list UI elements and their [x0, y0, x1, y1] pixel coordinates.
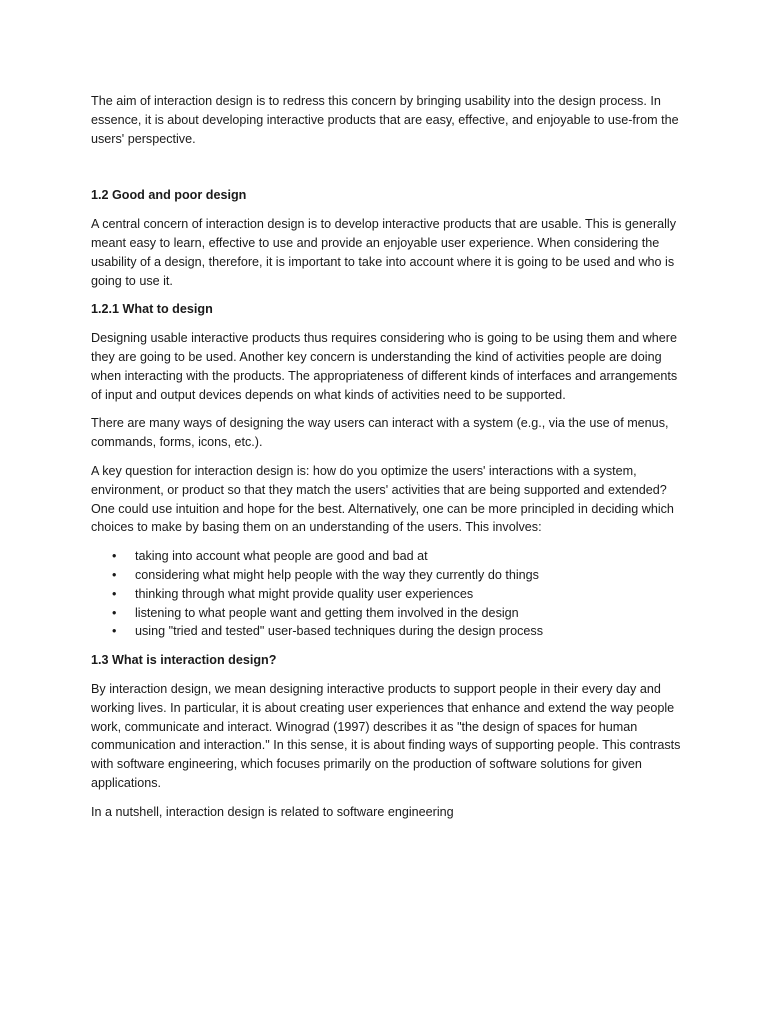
list-item	[91, 566, 687, 585]
list-item-text: considering what might help people with the way they currently do things	[135, 567, 539, 582]
heading-good-and-poor-design: 1.2 Good and poor design	[91, 188, 247, 203]
bullet-icon: •	[112, 586, 117, 601]
paragraph-key-question: A key question for interaction design is: how do you optimize the users' interactions with a system, environment, or product so that they match the users' activities that are being supported and extended? One could use intuition and hope for the best. Alternatively, one can be more principled in deciding which choices to make by basing them on an understanding of the users. This involves:	[91, 463, 674, 535]
bullet-list	[91, 547, 687, 641]
list-item	[91, 585, 687, 604]
paragraph-usability-concern: A central concern of interaction design is to develop interactive products that are usable. This is generally meant easy to learn, effective to use and provide an enjoyable user experience. When considering the usability of a design, therefore, it is important to take into account where it is going to be used and who is going to use it.	[91, 217, 677, 288]
document-body	[91, 92, 687, 832]
paragraph-nutshell: In a nutshell, interaction design is related to software engineering	[91, 804, 454, 819]
heading-what-is-interaction-design: 1.3 What is interaction design?	[91, 653, 277, 668]
list-item-text: listening to what people want and getting them involved in the design	[135, 605, 519, 620]
list-item-text: taking into account what people are good and bad at	[135, 549, 428, 564]
paragraph-interaction-design-definition: By interaction design, we mean designing interactive products to support people in their every day and working lives. In particular, it is about creating user experiences that enhance and extend the way people work, communicate and interact. Winograd (1997) describes it as "the design of spaces for human communication and interaction." In this sense, it is about finding ways of supporting people. This contrasts with software engineering, which focuses primarily on the production of software solutions for given applications.	[91, 681, 681, 790]
bullet-icon: •	[112, 605, 117, 620]
bullet-icon: •	[112, 567, 117, 582]
list-item	[91, 622, 687, 641]
intro-paragraph: The aim of interaction design is to redress this concern by bringing usability into the design process. In essence, it is about developing interactive products that are easy, effective, and enjoyable to use-from the users' perspective.	[91, 94, 679, 146]
paragraph-ways-of-designing: There are many ways of designing the way users can interact with a system (e.g., via the use of menus, commands, forms, icons, etc.).	[91, 416, 669, 450]
list-item	[91, 604, 687, 623]
list-item-text: thinking through what might provide quality user experiences	[135, 586, 474, 601]
list-item	[91, 547, 687, 566]
bullet-icon: •	[112, 549, 117, 564]
heading-what-to-design: 1.2.1 What to design	[91, 302, 213, 317]
list-item-text: using "tried and tested" user-based techniques during the design process	[135, 624, 543, 639]
bullet-icon: •	[112, 624, 117, 639]
paragraph-designing-usable-products: Designing usable interactive products thus requires considering who is going to be using them and where they are going to be used. Another key concern is understanding the kind of activities people are doing when interacting with the products. The appropriateness of different kinds of interfaces and arrangements of input and output devices depends on what kinds of activities need to be supported.	[91, 331, 678, 402]
